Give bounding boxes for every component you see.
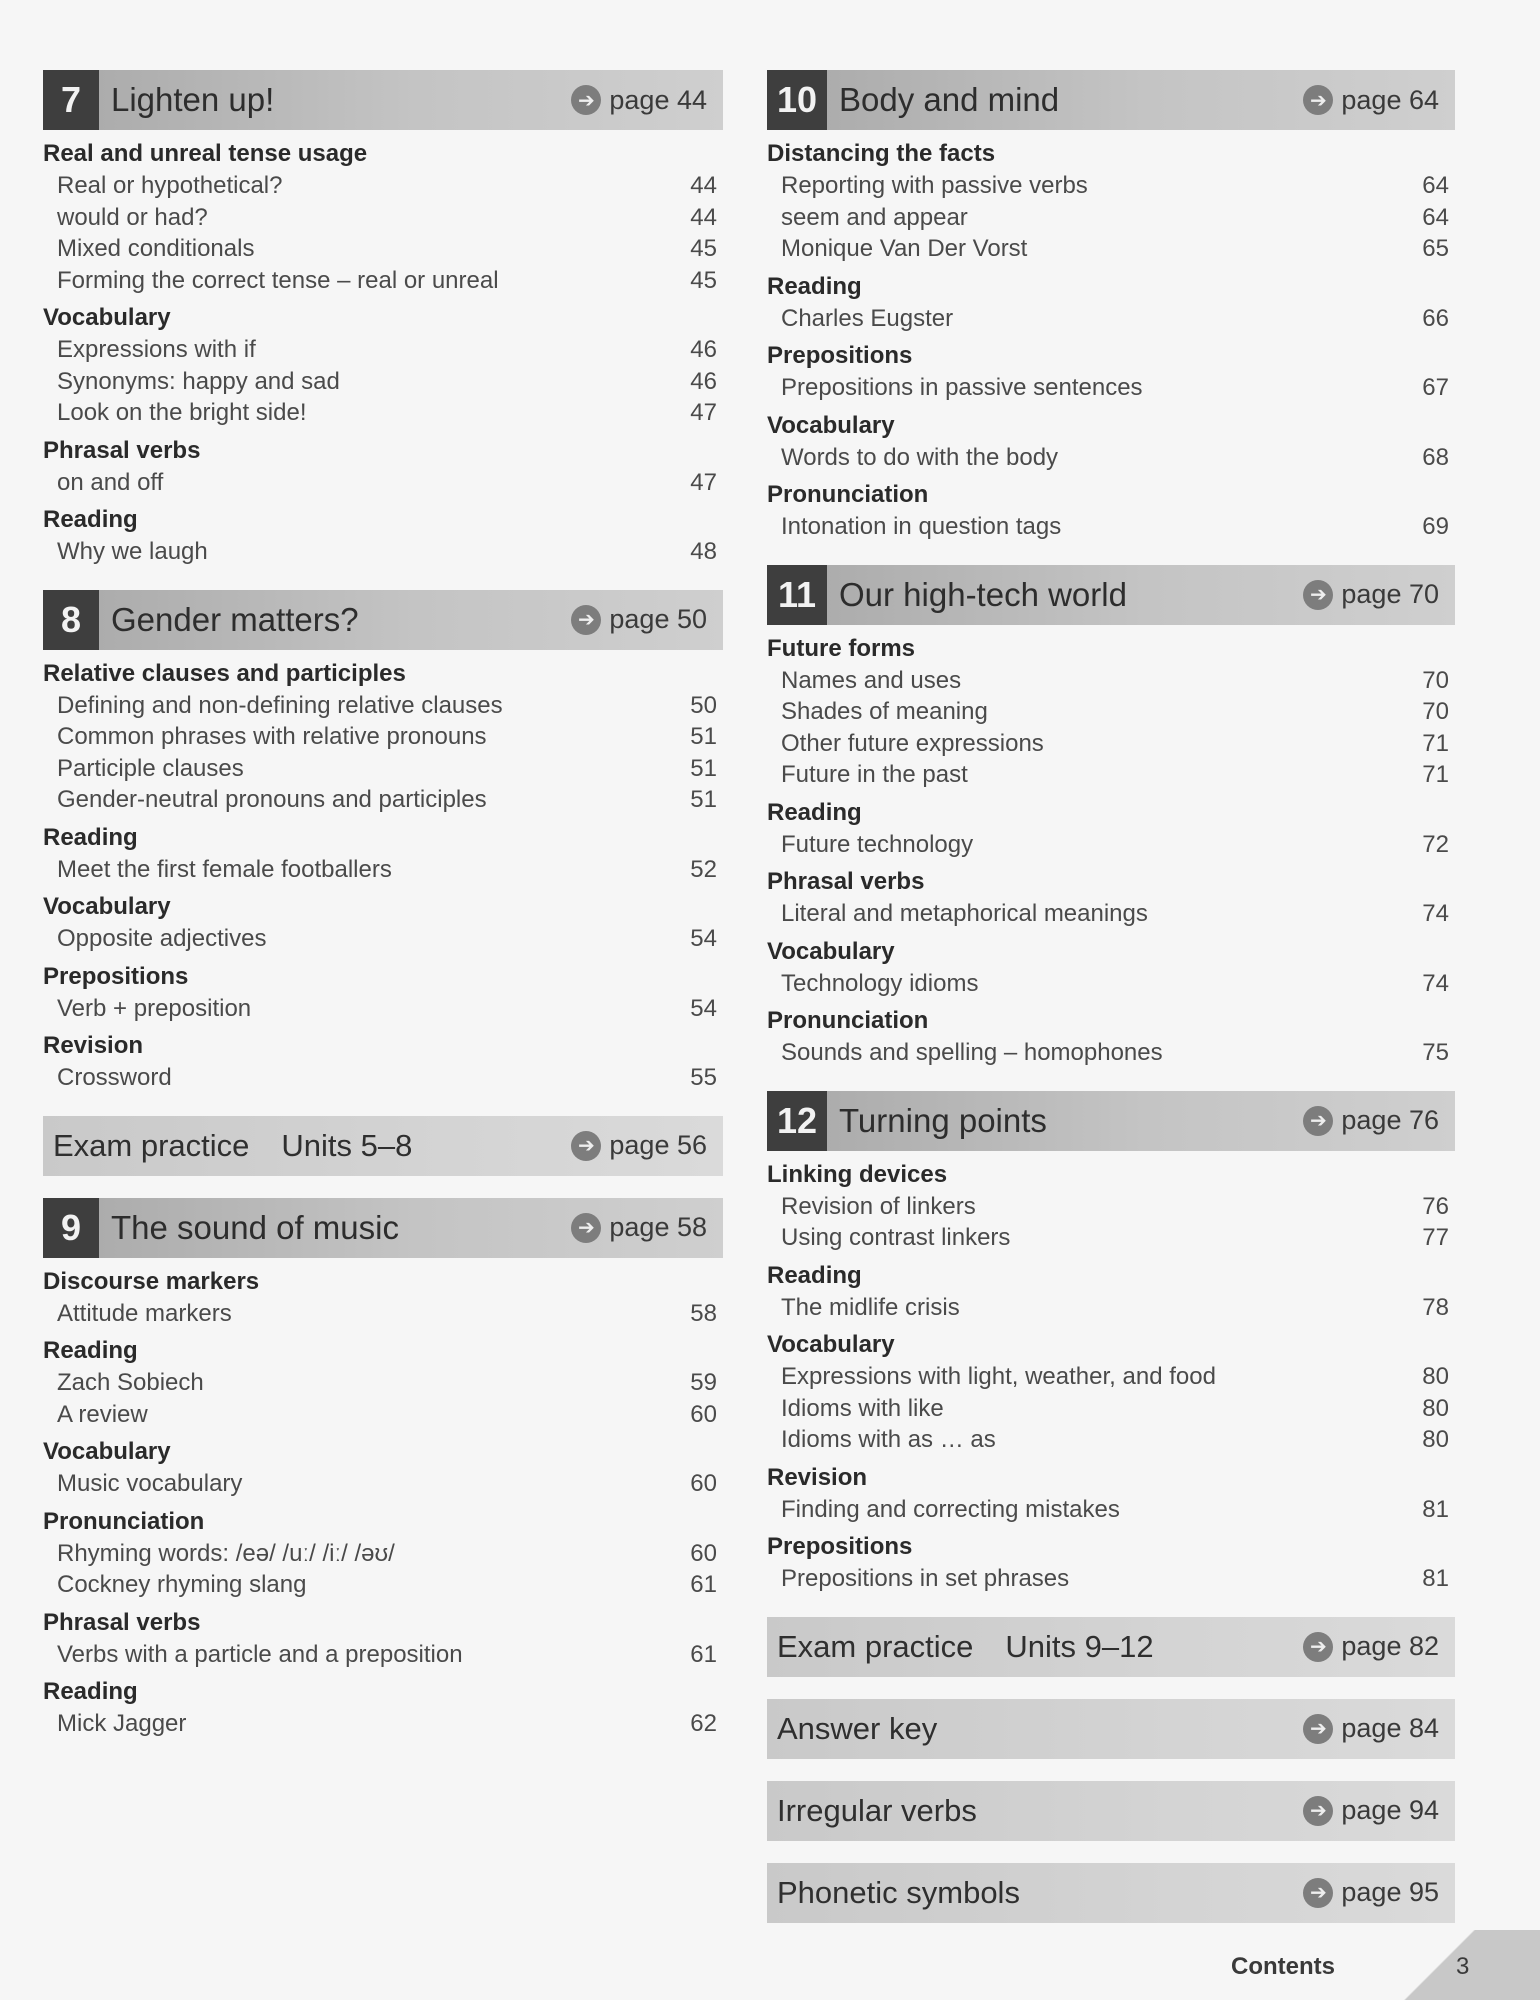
toc-entry[interactable] bbox=[767, 665, 1455, 697]
irregular-verbs-title: Irregular verbs bbox=[777, 1792, 977, 1828]
entry-page: 72 bbox=[1422, 830, 1449, 858]
section-heading: Revision bbox=[767, 1463, 868, 1491]
toc-entry[interactable] bbox=[767, 202, 1455, 234]
entry-title: seem and appear bbox=[781, 203, 968, 231]
toc-entry[interactable] bbox=[43, 1708, 723, 1740]
entry-page: 61 bbox=[690, 1640, 717, 1668]
section-heading: Vocabulary bbox=[43, 1438, 171, 1465]
page-ref[interactable] bbox=[1303, 1713, 1439, 1744]
section-heading: Linking devices bbox=[767, 1160, 948, 1188]
toc-entry[interactable] bbox=[43, 366, 723, 398]
entry-page: 71 bbox=[1422, 729, 1449, 757]
section-heading: Vocabulary bbox=[43, 304, 171, 331]
section-heading: Vocabulary bbox=[767, 1331, 895, 1358]
section-heading: Phrasal verbs bbox=[43, 436, 201, 464]
entry-page: 54 bbox=[690, 925, 717, 952]
page-ref[interactable] bbox=[1303, 579, 1439, 610]
unit-10 bbox=[767, 70, 1455, 543]
entry-page: 52 bbox=[690, 855, 717, 883]
toc-section bbox=[43, 435, 723, 499]
toc-entry[interactable] bbox=[43, 467, 723, 499]
entry-title: Expressions with light, weather, and food bbox=[781, 1363, 1216, 1390]
entry-title: Meet the first female footballers bbox=[57, 855, 392, 883]
page-ref-label: page 76 bbox=[1341, 1105, 1439, 1135]
footer-tab bbox=[1400, 1930, 1540, 2000]
irregular-verbs-bar[interactable] bbox=[767, 1781, 1455, 1841]
section-heading: Discourse markers bbox=[43, 1267, 260, 1295]
toc-entry[interactable] bbox=[43, 334, 723, 366]
entry-title: Music vocabulary bbox=[57, 1470, 243, 1497]
toc-entry[interactable] bbox=[43, 753, 723, 785]
entry-title: Why we laugh bbox=[57, 538, 208, 565]
footer-page-number: 3 bbox=[1456, 1953, 1470, 1980]
unit-number: 8 bbox=[43, 590, 99, 650]
page-ref-label: page 82 bbox=[1341, 1631, 1439, 1661]
toc-section bbox=[767, 1260, 1455, 1324]
toc-section bbox=[767, 1159, 1455, 1254]
toc-section bbox=[767, 1462, 1455, 1526]
unit-header[interactable] bbox=[767, 1091, 1455, 1151]
entry-title: Cockney rhyming slang bbox=[57, 1571, 307, 1598]
entry-title: Names and uses bbox=[781, 666, 962, 694]
entry-page: 76 bbox=[1422, 1192, 1449, 1220]
entry-page: 45 bbox=[690, 235, 717, 262]
entry-title: Literal and metaphorical meanings bbox=[781, 900, 1148, 927]
toc-entry[interactable] bbox=[43, 1298, 723, 1330]
entry-page: 54 bbox=[690, 994, 717, 1022]
toc-entry[interactable] bbox=[767, 233, 1455, 265]
page-ref[interactable] bbox=[1303, 1795, 1439, 1826]
toc-entry[interactable] bbox=[767, 1191, 1455, 1223]
section-heading: Prepositions bbox=[43, 962, 189, 990]
entry-title: Future in the past bbox=[781, 761, 968, 788]
entry-page: 51 bbox=[690, 723, 717, 750]
entry-page: 75 bbox=[1422, 1039, 1449, 1066]
unit-11 bbox=[767, 565, 1455, 1069]
toc-entry[interactable] bbox=[767, 511, 1455, 543]
unit-title: Lighten up! bbox=[111, 81, 275, 118]
toc-entry[interactable] bbox=[767, 1563, 1455, 1595]
entry-page: 70 bbox=[1422, 666, 1449, 694]
page-ref-label: page 95 bbox=[1341, 1877, 1439, 1907]
toc-section bbox=[43, 891, 723, 955]
unit-8 bbox=[43, 590, 723, 1094]
page-ref[interactable] bbox=[571, 1212, 707, 1243]
section-heading: Vocabulary bbox=[767, 411, 895, 439]
toc-section bbox=[43, 1506, 723, 1601]
entry-title: Idioms with as … as bbox=[781, 1426, 996, 1453]
entry-title: would or had? bbox=[57, 203, 208, 231]
entry-page: 48 bbox=[690, 538, 717, 565]
unit-header[interactable] bbox=[767, 70, 1455, 130]
toc-section bbox=[43, 138, 723, 296]
toc-entry[interactable] bbox=[43, 1399, 723, 1431]
arrow-right-circle-icon: ➔ bbox=[571, 1131, 601, 1161]
toc-section bbox=[767, 271, 1455, 335]
entry-page: 65 bbox=[1422, 235, 1449, 262]
entry-title: Verbs with a particle and a preposition bbox=[57, 1640, 463, 1668]
unit-number: 9 bbox=[43, 1198, 99, 1258]
exam-practice-units-5-8[interactable] bbox=[43, 1116, 723, 1176]
phonetic-symbols-title: Phonetic symbols bbox=[777, 1874, 1020, 1910]
toc-section bbox=[43, 302, 723, 429]
entry-title: A review bbox=[57, 1400, 148, 1428]
toc-entry[interactable] bbox=[43, 1569, 723, 1601]
footer-contents-label: Contents bbox=[1231, 1953, 1335, 1980]
arrow-right-circle-icon: ➔ bbox=[571, 85, 601, 115]
toc-entry[interactable] bbox=[43, 233, 723, 265]
entry-title: Prepositions in set phrases bbox=[781, 1565, 1070, 1592]
unit-7 bbox=[43, 70, 723, 568]
toc-section bbox=[43, 1266, 723, 1330]
unit-header[interactable] bbox=[43, 1198, 723, 1258]
entry-page: 50 bbox=[690, 691, 717, 719]
entry-page: 47 bbox=[690, 468, 717, 496]
entry-title: Real or hypothetical? bbox=[57, 172, 283, 199]
entry-title: Finding and correcting mistakes bbox=[781, 1495, 1120, 1523]
entry-title: Mick Jagger bbox=[57, 1710, 187, 1737]
toc-section bbox=[767, 1531, 1455, 1595]
toc-section bbox=[43, 1030, 723, 1094]
entry-page: 45 bbox=[690, 266, 717, 294]
entry-title: Expressions with if bbox=[57, 336, 256, 363]
answer-key-bar[interactable] bbox=[767, 1699, 1455, 1759]
entry-title: Common phrases with relative pronouns bbox=[57, 723, 487, 750]
entry-title: Charles Eugster bbox=[781, 304, 954, 332]
section-heading: Prepositions bbox=[767, 1533, 913, 1560]
toc-section bbox=[767, 479, 1455, 543]
toc-entry[interactable] bbox=[767, 442, 1455, 474]
entry-page: 55 bbox=[690, 1064, 717, 1091]
unit-number: 10 bbox=[767, 70, 827, 130]
toc-entry[interactable] bbox=[43, 536, 723, 568]
toc-entry[interactable] bbox=[43, 721, 723, 753]
page-ref-label: page 70 bbox=[1341, 579, 1439, 609]
toc-entry[interactable] bbox=[767, 759, 1455, 791]
entry-page: 51 bbox=[690, 786, 717, 813]
entry-page: 80 bbox=[1422, 1363, 1449, 1390]
page-ref-label: page 50 bbox=[609, 604, 707, 634]
section-heading: Reading bbox=[43, 823, 138, 851]
entry-page: 69 bbox=[1422, 513, 1449, 540]
section-heading: Real and unreal tense usage bbox=[43, 140, 368, 167]
entry-page: 51 bbox=[690, 754, 717, 782]
exam-practice-units-9-12[interactable] bbox=[767, 1617, 1455, 1677]
section-heading: Reading bbox=[767, 798, 862, 826]
entry-page: 64 bbox=[1422, 172, 1449, 199]
entry-page: 46 bbox=[690, 367, 717, 395]
section-heading: Reading bbox=[43, 1337, 138, 1364]
entry-page: 59 bbox=[690, 1369, 717, 1396]
toc-section bbox=[43, 961, 723, 1025]
toc-section bbox=[767, 866, 1455, 930]
exam-practice-units: Units 9–12 bbox=[1005, 1628, 1154, 1664]
section-heading: Revision bbox=[43, 1032, 144, 1059]
entry-page: 44 bbox=[690, 203, 717, 231]
entry-title: Revision of linkers bbox=[781, 1192, 976, 1220]
toc-section bbox=[767, 410, 1455, 474]
section-heading: Relative clauses and participles bbox=[43, 659, 406, 687]
section-heading: Pronunciation bbox=[43, 1507, 205, 1535]
toc-entry[interactable] bbox=[767, 1037, 1455, 1069]
section-heading: Reading bbox=[43, 1678, 138, 1705]
entry-title: Verb + preposition bbox=[57, 994, 252, 1022]
unit-12 bbox=[767, 1091, 1455, 1595]
arrow-right-circle-icon: ➔ bbox=[571, 605, 601, 635]
section-heading: Phrasal verbs bbox=[767, 868, 925, 895]
entry-title: Shades of meaning bbox=[781, 698, 988, 725]
toc-entry[interactable] bbox=[767, 372, 1455, 404]
entry-title: Monique Van Der Vorst bbox=[781, 235, 1028, 262]
entry-page: 60 bbox=[690, 1400, 717, 1428]
entry-title: Intonation in question tags bbox=[781, 513, 1062, 540]
exam-practice-title: Exam practice bbox=[53, 1127, 250, 1163]
entry-title: Sounds and spelling – homophones bbox=[781, 1039, 1163, 1066]
page-ref[interactable] bbox=[1303, 1631, 1439, 1662]
toc-section bbox=[43, 1676, 723, 1740]
unit-title: Turning points bbox=[839, 1101, 1047, 1139]
page-ref-label: page 64 bbox=[1341, 84, 1439, 115]
entry-title: Reporting with passive verbs bbox=[781, 172, 1088, 199]
section-heading: Distancing the facts bbox=[767, 140, 996, 167]
entry-title: Words to do with the body bbox=[781, 443, 1059, 471]
page-ref[interactable] bbox=[571, 604, 707, 635]
entry-page: 77 bbox=[1422, 1224, 1449, 1251]
entry-page: 66 bbox=[1422, 304, 1449, 332]
exam-practice-title: Exam practice bbox=[777, 1628, 974, 1664]
entry-title: Mixed conditionals bbox=[57, 235, 255, 262]
entry-page: 74 bbox=[1422, 900, 1449, 927]
toc-section bbox=[767, 340, 1455, 404]
entry-page: 61 bbox=[690, 1571, 717, 1598]
toc-entry[interactable] bbox=[767, 170, 1455, 202]
section-heading: Vocabulary bbox=[43, 893, 171, 920]
entry-page: 62 bbox=[690, 1710, 717, 1737]
right-column bbox=[767, 70, 1455, 1945]
toc-entry[interactable] bbox=[43, 170, 723, 202]
entry-page: 46 bbox=[690, 336, 717, 363]
unit-header[interactable] bbox=[767, 565, 1455, 625]
entry-page: 60 bbox=[690, 1539, 717, 1567]
toc-entry[interactable] bbox=[767, 303, 1455, 335]
arrow-right-circle-icon: ➔ bbox=[1303, 1796, 1333, 1826]
entry-page: 80 bbox=[1422, 1394, 1449, 1422]
unit-title: Body and mind bbox=[839, 81, 1060, 118]
toc-entry[interactable] bbox=[767, 1424, 1455, 1456]
page-ref-label: page 58 bbox=[609, 1212, 707, 1242]
toc-entry[interactable] bbox=[767, 829, 1455, 861]
exam-practice-units: Units 5–8 bbox=[281, 1127, 413, 1163]
toc-entry[interactable] bbox=[767, 696, 1455, 728]
section-heading: Reading bbox=[43, 506, 138, 533]
entry-title: The midlife crisis bbox=[781, 1293, 960, 1321]
toc-entry[interactable] bbox=[767, 1494, 1455, 1526]
toc-entry[interactable] bbox=[43, 1538, 723, 1570]
arrow-right-circle-icon: ➔ bbox=[1303, 1714, 1333, 1744]
toc-entry[interactable] bbox=[43, 690, 723, 722]
entry-title: Gender-neutral pronouns and participles bbox=[57, 786, 487, 813]
toc-entry[interactable] bbox=[43, 1367, 723, 1399]
toc-entry[interactable] bbox=[43, 993, 723, 1025]
toc-section bbox=[43, 504, 723, 568]
page-ref-label: page 84 bbox=[1341, 1713, 1439, 1743]
arrow-right-circle-icon: ➔ bbox=[1303, 85, 1333, 115]
entry-title: Opposite adjectives bbox=[57, 925, 267, 952]
toc-entry[interactable] bbox=[767, 1393, 1455, 1425]
entry-title: Future technology bbox=[781, 830, 974, 858]
unit-header[interactable] bbox=[43, 70, 723, 130]
section-heading: Vocabulary bbox=[767, 937, 895, 965]
entry-page: 44 bbox=[690, 172, 717, 199]
arrow-right-circle-icon: ➔ bbox=[571, 1213, 601, 1243]
entry-title: Other future expressions bbox=[781, 729, 1044, 757]
unit-title: The sound of music bbox=[111, 1208, 399, 1246]
entry-title: Zach Sobiech bbox=[57, 1369, 204, 1396]
entry-page: 60 bbox=[690, 1470, 717, 1497]
entry-title: Attitude markers bbox=[57, 1299, 232, 1327]
entry-page: 67 bbox=[1422, 374, 1449, 401]
unit-title: Gender matters? bbox=[111, 600, 359, 638]
toc-entry[interactable] bbox=[43, 1468, 723, 1500]
toc-entry[interactable] bbox=[43, 397, 723, 429]
entry-title: Using contrast linkers bbox=[781, 1224, 1011, 1251]
section-heading: Reading bbox=[767, 272, 862, 300]
entry-page: 64 bbox=[1422, 203, 1449, 231]
section-heading: Future forms bbox=[767, 634, 916, 662]
left-column bbox=[43, 70, 723, 1762]
page-ref-label: page 56 bbox=[609, 1130, 707, 1160]
entry-title: Idioms with like bbox=[781, 1394, 944, 1422]
entry-page: 80 bbox=[1422, 1426, 1449, 1453]
toc-section bbox=[767, 936, 1455, 1000]
unit-number: 12 bbox=[767, 1091, 827, 1151]
entry-title: Synonyms: happy and sad bbox=[57, 367, 340, 395]
page-ref-label: page 44 bbox=[609, 84, 707, 115]
entry-page: 68 bbox=[1422, 443, 1449, 471]
section-heading: Reading bbox=[767, 1261, 862, 1289]
unit-number: 7 bbox=[43, 70, 99, 130]
arrow-right-circle-icon: ➔ bbox=[1303, 1106, 1333, 1136]
arrow-right-circle-icon: ➔ bbox=[1303, 1878, 1333, 1908]
section-heading: Pronunciation bbox=[767, 481, 929, 508]
toc-section bbox=[767, 797, 1455, 861]
toc-entry[interactable] bbox=[767, 1361, 1455, 1393]
toc-entry[interactable] bbox=[43, 923, 723, 955]
page-ref[interactable] bbox=[571, 1130, 707, 1161]
toc-section bbox=[43, 658, 723, 816]
section-heading: Phrasal verbs bbox=[43, 1608, 201, 1636]
toc-entry[interactable] bbox=[43, 1639, 723, 1671]
toc-entry[interactable] bbox=[767, 1222, 1455, 1254]
entry-page: 81 bbox=[1422, 1565, 1449, 1592]
entry-title: Look on the bright side! bbox=[57, 399, 307, 426]
section-heading: Pronunciation bbox=[767, 1007, 929, 1034]
entry-title: Defining and non-defining relative clauses bbox=[57, 691, 503, 719]
toc-entry[interactable] bbox=[43, 202, 723, 234]
entry-page: 58 bbox=[690, 1299, 717, 1327]
toc-entry[interactable] bbox=[43, 854, 723, 886]
toc-section bbox=[767, 633, 1455, 791]
toc-section bbox=[43, 1436, 723, 1500]
toc-section bbox=[43, 822, 723, 886]
page-ref[interactable] bbox=[1303, 1877, 1439, 1908]
unit-9 bbox=[43, 1198, 723, 1740]
section-heading: Prepositions bbox=[767, 342, 913, 369]
entry-title: Forming the correct tense – real or unreal bbox=[57, 266, 499, 294]
toc-entry[interactable] bbox=[767, 898, 1455, 930]
toc-section bbox=[767, 1005, 1455, 1069]
unit-title: Our high-tech world bbox=[839, 575, 1127, 613]
arrow-right-circle-icon: ➔ bbox=[1303, 580, 1333, 610]
answer-key-title: Answer key bbox=[777, 1710, 938, 1746]
toc-entry[interactable] bbox=[767, 968, 1455, 1000]
toc-section bbox=[767, 138, 1455, 265]
toc-entry[interactable] bbox=[43, 265, 723, 297]
entry-page: 74 bbox=[1422, 969, 1449, 997]
toc-section bbox=[767, 1329, 1455, 1456]
entry-title: Rhyming words: /eə/ /uː/ /iː/ /əʊ/ bbox=[57, 1539, 395, 1567]
entry-page: 70 bbox=[1422, 698, 1449, 725]
entry-page: 47 bbox=[690, 399, 717, 426]
entry-page: 81 bbox=[1422, 1495, 1449, 1523]
unit-header[interactable] bbox=[43, 590, 723, 650]
unit-number: 11 bbox=[767, 565, 827, 625]
page-ref-label: page 94 bbox=[1341, 1795, 1439, 1825]
toc-entry[interactable] bbox=[43, 1062, 723, 1094]
page-ref[interactable] bbox=[1303, 1105, 1439, 1136]
entry-title: on and off bbox=[57, 468, 164, 496]
entry-title: Participle clauses bbox=[57, 754, 244, 782]
arrow-right-circle-icon: ➔ bbox=[1303, 1632, 1333, 1662]
phonetic-symbols-bar[interactable] bbox=[767, 1863, 1455, 1923]
entry-page: 78 bbox=[1422, 1293, 1449, 1321]
toc-section bbox=[43, 1335, 723, 1430]
entry-title: Technology idioms bbox=[781, 969, 979, 997]
entry-title: Prepositions in passive sentences bbox=[781, 374, 1143, 401]
toc-entry[interactable] bbox=[43, 784, 723, 816]
toc-entry[interactable] bbox=[767, 728, 1455, 760]
entry-title: Crossword bbox=[57, 1064, 172, 1091]
entry-page: 71 bbox=[1422, 761, 1449, 788]
toc-section bbox=[43, 1607, 723, 1671]
toc-entry[interactable] bbox=[767, 1292, 1455, 1324]
page-ref[interactable] bbox=[1303, 85, 1439, 116]
page-ref[interactable] bbox=[571, 85, 707, 116]
